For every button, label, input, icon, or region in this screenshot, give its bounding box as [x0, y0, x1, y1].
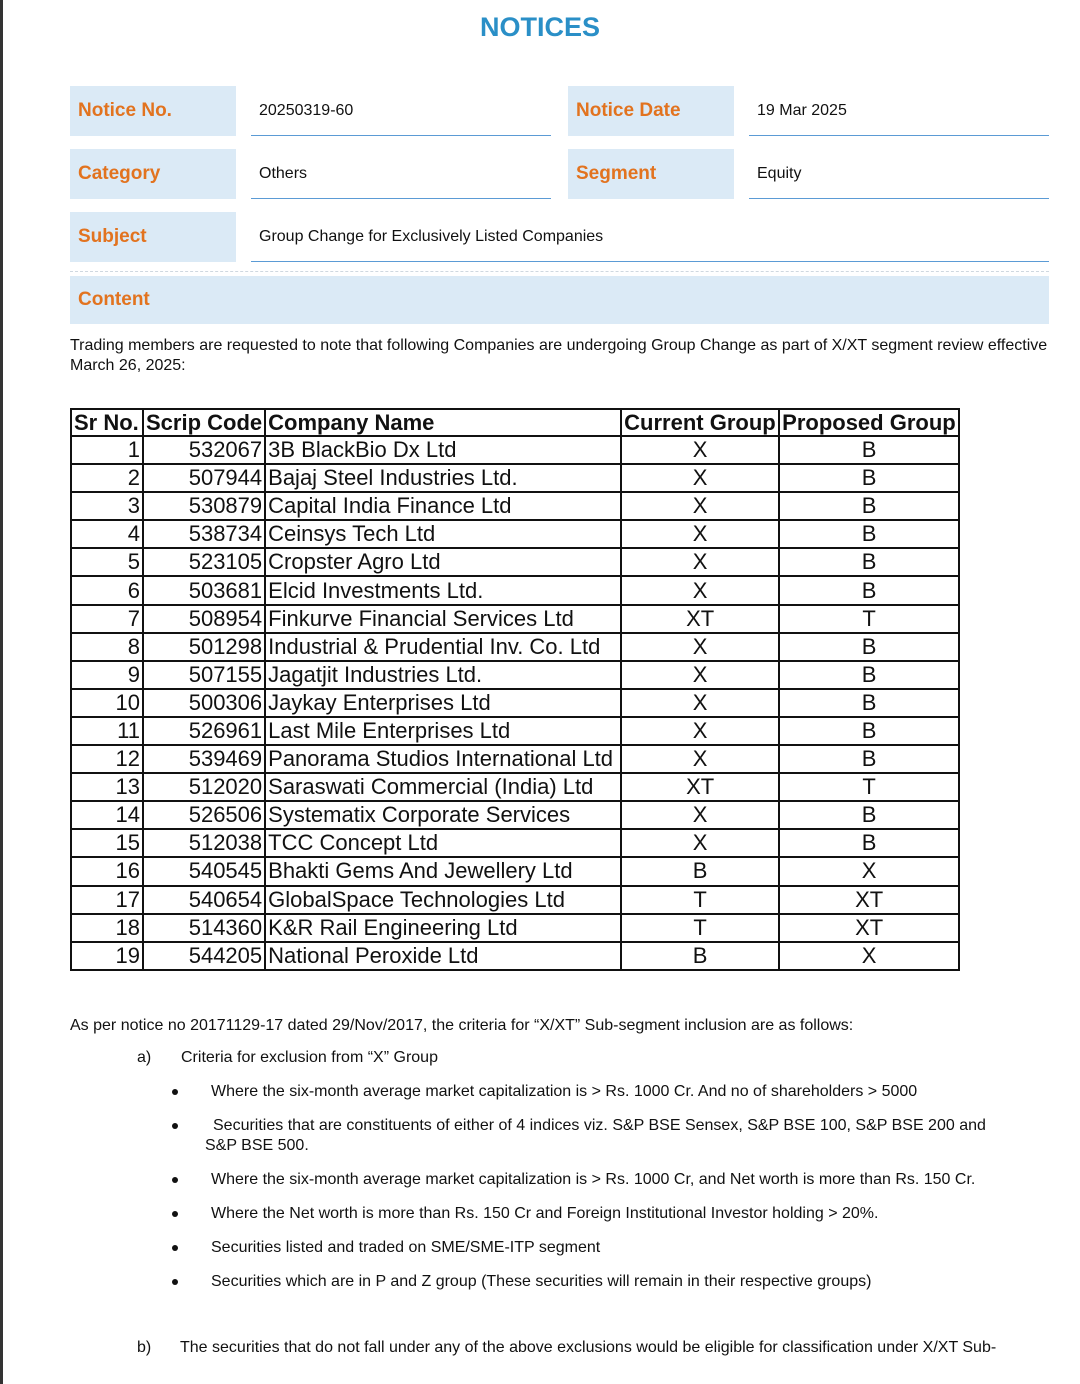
cell-scrip-code: 540654 [143, 886, 265, 914]
header-sr-no: Sr No. [71, 409, 143, 436]
notice-date-label: Notice Date [568, 86, 734, 136]
cell-scrip-code: 539469 [143, 745, 265, 773]
cell-current-group: B [621, 857, 779, 885]
criteria-b-text: The securities that do not fall under any of the above exclusions would be eligible for classification under X/XT Sub- [180, 1339, 997, 1356]
cell-company-name: Panorama Studios International Ltd [265, 745, 621, 773]
cell-current-group: X [621, 745, 779, 773]
header-current-group: Current Group [621, 409, 779, 436]
header-company-name: Company Name [265, 409, 621, 436]
table-row [71, 745, 959, 773]
header-proposed-group: Proposed Group [779, 409, 959, 436]
cell-proposed-group: B [779, 829, 959, 857]
table-row [71, 548, 959, 576]
cell-scrip-code: 523105 [143, 548, 265, 576]
cell-company-name: Bhakti Gems And Jewellery Ltd [265, 857, 621, 885]
cell-proposed-group: B [779, 492, 959, 520]
table-row [71, 717, 959, 745]
cell-current-group: X [621, 717, 779, 745]
intro-paragraph: Trading members are requested to note that following Companies are undergoing Group Change as part of X/XT segment review effective March 26, 2025: [70, 337, 1048, 374]
cell-current-group: X [621, 548, 779, 576]
cell-current-group: X [621, 801, 779, 829]
cell-current-group: X [621, 436, 779, 464]
cell-company-name: GlobalSpace Technologies Ltd [265, 886, 621, 914]
cell-scrip-code: 512020 [143, 773, 265, 801]
cell-proposed-group: X [779, 942, 959, 970]
cell-sr-no: 4 [71, 520, 143, 548]
header-scrip-code: Scrip Code [143, 409, 265, 436]
cell-company-name: K&R Rail Engineering Ltd [265, 914, 621, 942]
cell-scrip-code: 500306 [143, 689, 265, 717]
table-row [71, 633, 959, 661]
table-row [71, 436, 959, 464]
cell-current-group: T [621, 886, 779, 914]
cell-current-group: B [621, 942, 779, 970]
cell-sr-no: 9 [71, 661, 143, 689]
cell-sr-no: 14 [71, 801, 143, 829]
table-row [71, 942, 959, 970]
cell-company-name: Jaykay Enterprises Ltd [265, 689, 621, 717]
cell-sr-no: 3 [71, 492, 143, 520]
criteria-bullet: Securities that are constituents of either of 4 indices viz. S&P BSE Sensex, S&P BSE 100, S&P BSE 200 and [213, 1117, 986, 1134]
cell-proposed-group: B [779, 436, 959, 464]
divider [70, 271, 1049, 272]
cell-scrip-code: 526961 [143, 717, 265, 745]
subject-label: Subject [70, 212, 236, 262]
table-row [71, 886, 959, 914]
cell-proposed-group: B [779, 745, 959, 773]
criteria-bullet: Securities listed and traded on SME/SME-ITP segment [211, 1239, 601, 1256]
cell-company-name: Jagatjit Industries Ltd. [265, 661, 621, 689]
category-label: Category [70, 149, 236, 199]
cell-current-group: T [621, 914, 779, 942]
table-row [71, 914, 959, 942]
subject-value: Group Change for Exclusively Listed Companies [251, 212, 1049, 262]
cell-scrip-code: 507155 [143, 661, 265, 689]
cell-proposed-group: B [779, 717, 959, 745]
cell-proposed-group: B [779, 689, 959, 717]
notice-no-label: Notice No. [70, 86, 236, 136]
bullet-icon [172, 1089, 178, 1095]
table-row [71, 773, 959, 801]
table-row [71, 857, 959, 885]
cell-proposed-group: B [779, 576, 959, 604]
bullet-icon [172, 1245, 178, 1251]
cell-company-name: Systematix Corporate Services [265, 801, 621, 829]
cell-proposed-group: T [779, 605, 959, 633]
page-title: NOTICES [479, 12, 600, 42]
table-row [71, 520, 959, 548]
criteria-bullet: Where the six-month average market capitalization is > Rs. 1000 Cr, and Net worth is more than Rs. 150 Cr. [211, 1171, 976, 1188]
cell-sr-no: 5 [71, 548, 143, 576]
cell-company-name: Ceinsys Tech Ltd [265, 520, 621, 548]
cell-proposed-group: B [779, 633, 959, 661]
cell-proposed-group: XT [779, 886, 959, 914]
cell-sr-no: 15 [71, 829, 143, 857]
cell-current-group: X [621, 520, 779, 548]
cell-company-name: Capital India Finance Ltd [265, 492, 621, 520]
criteria-a-title: Criteria for exclusion from “X” Group [181, 1049, 438, 1066]
table-row [71, 576, 959, 604]
cell-company-name: Last Mile Enterprises Ltd [265, 717, 621, 745]
cell-current-group: X [621, 633, 779, 661]
cell-company-name: Industrial & Prudential Inv. Co. Ltd [265, 633, 621, 661]
cell-company-name: Cropster Agro Ltd [265, 548, 621, 576]
cell-current-group: X [621, 492, 779, 520]
category-value: Others [251, 149, 551, 199]
table-header-row [71, 409, 959, 436]
cell-scrip-code: 532067 [143, 436, 265, 464]
cell-company-name: Elcid Investments Ltd. [265, 576, 621, 604]
bullet-icon [172, 1211, 178, 1217]
cell-proposed-group: B [779, 464, 959, 492]
group-change-table [70, 408, 960, 971]
cell-proposed-group: X [779, 857, 959, 885]
segment-value: Equity [749, 149, 1049, 199]
left-border [0, 0, 3, 1384]
cell-current-group: XT [621, 605, 779, 633]
cell-sr-no: 1 [71, 436, 143, 464]
cell-current-group: XT [621, 773, 779, 801]
table-row [71, 464, 959, 492]
criteria-b-marker: b) [137, 1339, 152, 1356]
content-label: Content [70, 276, 1049, 324]
cell-scrip-code: 538734 [143, 520, 265, 548]
criteria-bullet: Where the six-month average market capitalization is > Rs. 1000 Cr. And no of shareholders > 5000 [211, 1083, 918, 1100]
cell-sr-no: 6 [71, 576, 143, 604]
table-row [71, 492, 959, 520]
cell-proposed-group: B [779, 548, 959, 576]
cell-current-group: X [621, 576, 779, 604]
table-row [71, 801, 959, 829]
cell-scrip-code: 514360 [143, 914, 265, 942]
table-row [71, 689, 959, 717]
cell-proposed-group: B [779, 661, 959, 689]
cell-sr-no: 11 [71, 717, 143, 745]
cell-scrip-code: 512038 [143, 829, 265, 857]
notice-date-value: 19 Mar 2025 [749, 86, 1049, 136]
cell-sr-no: 10 [71, 689, 143, 717]
cell-company-name: Saraswati Commercial (India) Ltd [265, 773, 621, 801]
cell-company-name: Bajaj Steel Industries Ltd. [265, 464, 621, 492]
cell-current-group: X [621, 661, 779, 689]
cell-scrip-code: 530879 [143, 492, 265, 520]
cell-scrip-code: 540545 [143, 857, 265, 885]
segment-label: Segment [568, 149, 734, 199]
cell-scrip-code: 501298 [143, 633, 265, 661]
table-row [71, 661, 959, 689]
table-row [71, 605, 959, 633]
cell-proposed-group: XT [779, 914, 959, 942]
cell-scrip-code: 544205 [143, 942, 265, 970]
notice-no-value: 20250319-60 [251, 86, 551, 136]
bullet-icon [172, 1279, 178, 1285]
cell-sr-no: 8 [71, 633, 143, 661]
cell-proposed-group: T [779, 773, 959, 801]
cell-sr-no: 18 [71, 914, 143, 942]
cell-scrip-code: 526506 [143, 801, 265, 829]
bullet-icon [172, 1177, 178, 1183]
criteria-bullet-continued: S&P BSE 500. [205, 1137, 309, 1154]
cell-current-group: X [621, 464, 779, 492]
cell-sr-no: 16 [71, 857, 143, 885]
bullet-icon [172, 1123, 178, 1129]
cell-sr-no: 12 [71, 745, 143, 773]
cell-scrip-code: 503681 [143, 576, 265, 604]
criteria-a-marker: a) [137, 1049, 152, 1066]
cell-company-name: 3B BlackBio Dx Ltd [265, 436, 621, 464]
cell-company-name: TCC Concept Ltd [265, 829, 621, 857]
cell-sr-no: 2 [71, 464, 143, 492]
cell-sr-no: 19 [71, 942, 143, 970]
cell-scrip-code: 508954 [143, 605, 265, 633]
cell-company-name: National Peroxide Ltd [265, 942, 621, 970]
criteria-intro: As per notice no 20171129-17 dated 29/Nov/2017, the criteria for “X/XT” Sub-segment inclusion are as follows: [70, 1017, 854, 1034]
cell-proposed-group: B [779, 520, 959, 548]
cell-sr-no: 7 [71, 605, 143, 633]
criteria-bullet: Securities which are in P and Z group (These securities will remain in their respective groups) [211, 1273, 872, 1290]
cell-proposed-group: B [779, 801, 959, 829]
cell-scrip-code: 507944 [143, 464, 265, 492]
cell-current-group: X [621, 829, 779, 857]
cell-company-name: Finkurve Financial Services Ltd [265, 605, 621, 633]
table-row [71, 829, 959, 857]
cell-sr-no: 13 [71, 773, 143, 801]
cell-current-group: X [621, 689, 779, 717]
cell-sr-no: 17 [71, 886, 143, 914]
criteria-bullet: Where the Net worth is more than Rs. 150 Cr and Foreign Institutional Investor holding > 20%. [211, 1205, 879, 1222]
